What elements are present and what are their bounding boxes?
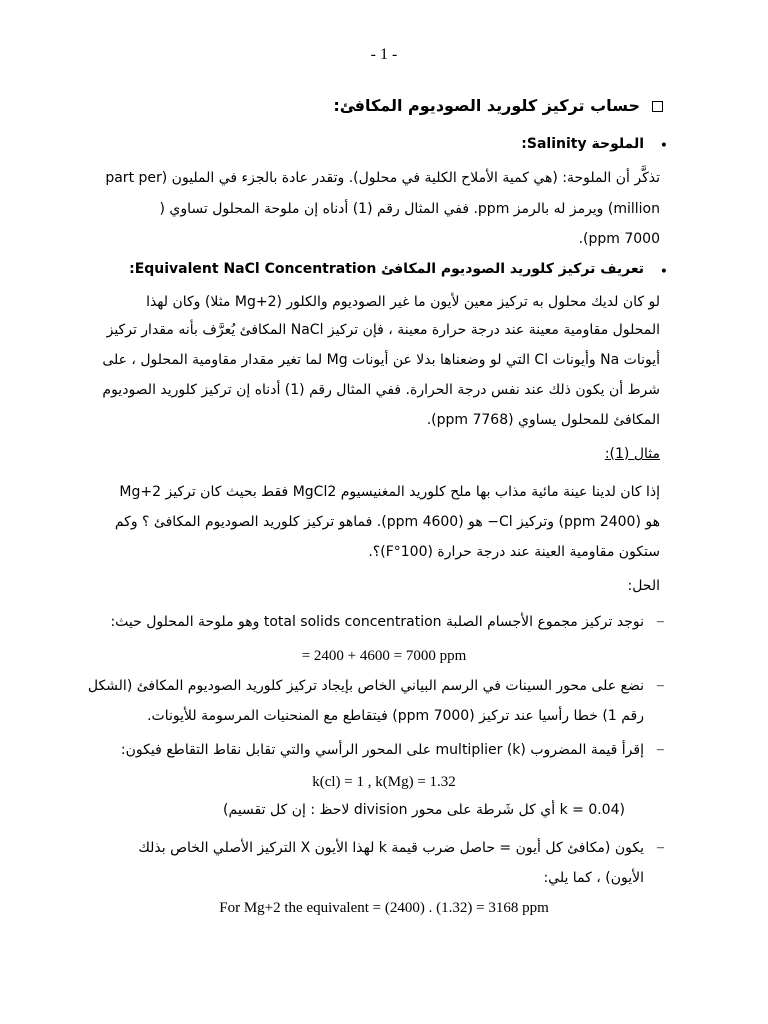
salinity-line: million) ويرمز له بالرمز ppm. ففي المثال رقم (1) أدناه إن ملوحة المحلول تساوي ( xyxy=(159,201,660,217)
dash-bullet-icon: – xyxy=(657,614,664,629)
bullet-icon: • xyxy=(659,264,668,280)
bullet-icon: • xyxy=(659,138,668,154)
equation: For Mg+2 the equivalent = (2400) . (1.32) = 3168 ppm xyxy=(219,900,549,916)
solution-step: الأيون) ، كما يلي: xyxy=(543,870,644,886)
solution-step: نضع على محور السينات في الرسم البياني الخاص بإيجاد تركيز كلوريد الصوديوم المكافئ (الشكل xyxy=(87,678,644,694)
solution-step: نوجد تركيز مجموع الأجسام الصلبة total solids concentration وهو ملوحة المحلول حيث: xyxy=(110,614,644,630)
example-line: إذا كان لدينا عينة مائية مذاب بها ملح كلوريد المغنيسيوم MgCl2 فقط بحيث كان تركيز Mg+2 xyxy=(119,484,660,500)
note: (لاحظ : إن كل تقسيم division أي كل شَرطة على محور k = 0.04) xyxy=(223,802,625,818)
solution-step: يكون (مكافئ كل أيون = حاصل ضرب قيمة k لهذا الأيون X التركيز الأصلي الخاص بذلك xyxy=(138,840,644,856)
page-number: - 1 - xyxy=(370,46,398,63)
dash-bullet-icon: – xyxy=(657,678,664,693)
salinity-line: تذكَّر أن الملوحة: (هي كمية الأملاح الكلية في محلول). وتقدر عادة بالجزء في المليون (part per xyxy=(105,170,660,186)
equivalent-line: شرط أن يكون ذلك عند نفس درجة الحرارة. ففي المثال رقم (1) أدناه إن تركيز كلوريد الصوديوم xyxy=(102,382,660,398)
equivalent-line: أيونات Na وأيونات Cl التي لو وضعناها بدلا عن أيونات Mg لما تغير مقدار مقاومية المحلول ، على xyxy=(102,352,660,368)
salinity-line: ppm 7000). xyxy=(578,231,660,247)
equivalent-title: تعريف تركيز كلوريد الصوديوم المكافئ Equivalent NaCl Concentration: xyxy=(129,261,644,277)
dash-bullet-icon: – xyxy=(657,840,664,855)
dash-bullet-icon: – xyxy=(657,742,664,757)
page-heading: حساب تركيز كلوريد الصوديوم المكافئ: xyxy=(333,96,640,115)
salinity-title: الملوحة Salinity: xyxy=(521,136,644,152)
equivalent-line: المحلول مقاومية معينة عند درجة حرارة معينة ، فإن تركيز NaCl المكافئ يُعرَّف بأنه مقدار تركيز xyxy=(106,322,660,338)
k-values: k(cl) = 1 , k(Mg) = 1.32 xyxy=(312,774,456,790)
example-line: هو (ppm 2400) وتركيز Cl− هو (ppm 4600). فماهو تركيز كلوريد الصوديوم المكافئ ؟ وكم xyxy=(114,514,660,530)
solution-step: رقم 1) خطا رأسيا عند تركيز (ppm 7000) فيتقاطع مع المنحنيات المرسومة للأيونات. xyxy=(147,708,644,724)
equivalent-line: المكافئ للمحلول يساوي (ppm 7768). xyxy=(426,412,660,428)
equation: = 2400 + 4600 = 7000 ppm xyxy=(301,648,467,664)
example-line: ستكون مقاومية العينة عند درجة حرارة (100°F)؟. xyxy=(368,544,660,560)
equivalent-line: لو كان لديك محلول به تركيز معين لأيون ما غير الصوديوم والكلور (Mg+2 مثلا) وكان لهذا xyxy=(146,294,660,310)
solution-title: الحل: xyxy=(627,578,660,594)
example-title: مثال (1): xyxy=(604,446,660,462)
checkbox-icon xyxy=(652,101,663,112)
solution-step: إقرأ قيمة المضروب (k) multiplier على المحور الرأسي والتي تقابل نقاط التقاطع فيكون: xyxy=(120,742,644,758)
